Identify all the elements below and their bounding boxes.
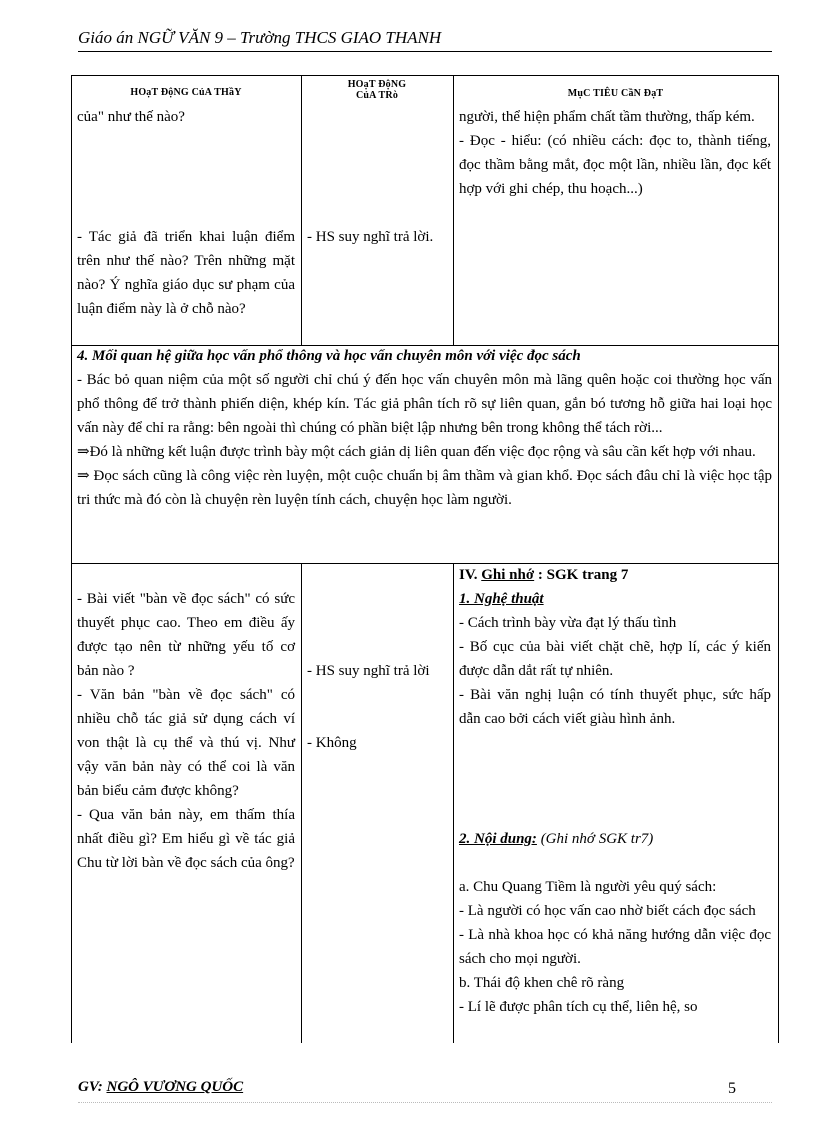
- goals-line-2: - Đọc - hiểu: (có nhiều cách: đọc to, thành tiếng, đọc thầm bằng mắt, đọc một lần, nhiều lần, đọc kết hợp với ghi chép, thu hoạch...): [459, 133, 771, 197]
- content-heading: 2. Nội dung:: [459, 831, 537, 847]
- page-header: Giáo án NGỮ VĂN 9 – Trường THCS GIAO THANH: [78, 28, 442, 47]
- table-border-top: [71, 75, 779, 76]
- teacher-question-5: - Qua văn bản này, em thấm thía nhất điều gì? Em hiểu gì về tác giả Chu từ lời bàn về đọc sách của ông?: [77, 807, 295, 871]
- col-divider-2-top: [453, 75, 454, 345]
- goals-block2: [459, 563, 771, 731]
- table-border-right: [778, 75, 779, 1043]
- content-item-3: - Là nhà khoa học có khả năng hướng dẫn việc đọc sách cho mọi người.: [459, 927, 771, 967]
- section4-para-2: ⇒Đó là những kết luận được trình bày một cách giản dị liên quan đến việc đọc rộng và sâu cần kết hợp với nhau.: [77, 444, 756, 460]
- col-divider-2-bottom: [453, 563, 454, 1043]
- col-head-goals: MụC TIÊU CầN ĐạT: [567, 88, 664, 99]
- student-answer-1: - HS suy nghĩ trả lời.: [307, 229, 434, 245]
- content-item-2: - Là người có học vấn cao nhờ biết cách đọc sách: [459, 903, 756, 919]
- content-item-5: - Lí lẽ được phân tích cụ thể, liên hệ, so: [459, 999, 698, 1015]
- footer-rule: [78, 1102, 772, 1103]
- content-block: [459, 827, 771, 1019]
- teacher-question-tail: của" như thế nào?: [77, 109, 185, 125]
- section4-para-1: - Bác bỏ quan niệm của một số người chỉ chú ý đến học vấn chuyên môn mà lãng quên hoặc coi thường học vấn phổ thông để trở thành phiến diện, khép kín. Tác giả phân tích rõ sự liên quan, gắn bó tương hỗ giữa hai loại học vấn này để chỉ ra rằng: bên ngoài thì chúng có phần biệt lập nhưng bên trong không thể tách rời...: [77, 372, 772, 436]
- student-answer-2: - HS suy nghĩ trả lời: [307, 663, 430, 679]
- col-divider-1-top: [301, 75, 302, 345]
- col-head-teacher: HOạT ĐộNG CủA THầY: [130, 87, 242, 98]
- goals-line-1: người, thể hiện phẩm chất tầm thường, thấp kém.: [459, 109, 755, 125]
- table-border-left: [71, 75, 72, 1043]
- col-head-student: [301, 79, 453, 101]
- summary-heading: [459, 563, 771, 587]
- art-item-3: - Bài văn nghị luận có tính thuyết phục, sức hấp dẫn cao bởi cách viết giàu hình ảnh.: [459, 687, 771, 727]
- section4-heading: 4. Mối quan hệ giữa học vấn phổ thông và học vấn chuyên môn với việc đọc sách: [77, 348, 581, 364]
- goals-block1: [459, 105, 771, 201]
- teacher-question-2: - Tác giả đã triển khai luận điểm trên như thế nào? Trên những mặt nào? Ý nghĩa giáo dục sư phạm của luận điểm này là ở chỗ nào?: [77, 229, 295, 317]
- student-answer-3: - Không: [307, 735, 357, 751]
- section4: [77, 344, 772, 512]
- teacher-question-3: - Bài viết "bàn về đọc sách" có sức thuyết phục cao. Theo em điều ấy được tạo nên từ những yếu tố cơ bản nào ?: [77, 591, 295, 679]
- content-item-1: a. Chu Quang Tiềm là người yêu quý sách:: [459, 879, 717, 895]
- lesson-table: [71, 75, 779, 1043]
- art-item-2: - Bố cục của bài viết chặt chẽ, hợp lí, các ý kiến được dẫn dắt rất tự nhiên.: [459, 639, 771, 679]
- content-item-4: b. Thái độ khen chê rõ ràng: [459, 975, 625, 991]
- teacher-question-4: - Văn bản "bàn về đọc sách" có nhiều chỗ tác giả sử dụng cách ví von thật là cụ thể và thú vị. Như vậy văn bản này có thể coi là văn bản biểu cảm được không?: [77, 687, 295, 799]
- content-note: (Ghi nhớ SGK tr7): [540, 831, 654, 847]
- col-head-student-line2: CủA TRò: [355, 90, 399, 101]
- content-spacer: [459, 851, 771, 875]
- teacher-questions-block2: [77, 587, 295, 875]
- footer-gv-label: GV:: [78, 1079, 103, 1095]
- section4-para-3: ⇒ Đọc sách cũng là công việc rèn luyện, một cuộc chuẩn bị âm thầm và gian khổ. Đọc sách đâu chỉ là việc học tập tri thức mà đó còn là chuyện rèn luyện tính cách, chuyện học làm người.: [77, 468, 772, 508]
- art-item-1: - Cách trình bày vừa đạt lý thấu tình: [459, 615, 677, 631]
- summary-heading-rest: : SGK trang 7: [537, 567, 629, 583]
- art-heading: 1. Nghệ thuật: [459, 591, 544, 607]
- content-heading-line: [459, 827, 771, 851]
- page-number: 5: [728, 1080, 736, 1097]
- header-rule: [78, 51, 772, 52]
- summary-heading-prefix: IV.: [459, 567, 478, 583]
- col-divider-1-bottom: [301, 563, 302, 1043]
- footer-teacher: [78, 1079, 243, 1096]
- footer-gv-name: NGÔ VƯƠNG QUỐC: [106, 1079, 244, 1095]
- col-head-student-line1: HOạT ĐộNG: [347, 79, 407, 90]
- summary-heading-underlined: Ghi nhớ: [481, 567, 535, 583]
